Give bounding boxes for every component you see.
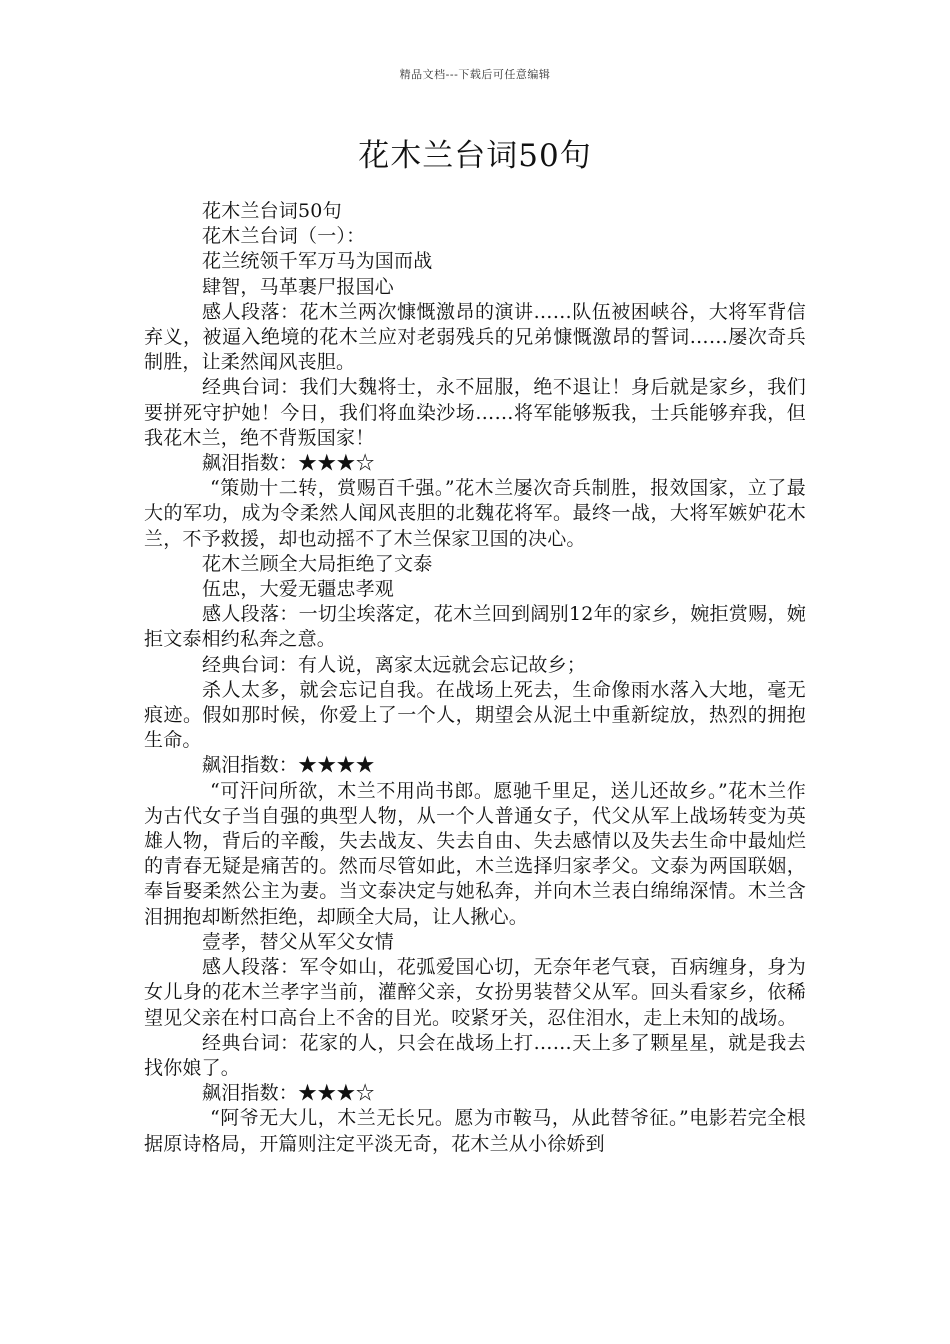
paragraph: 经典台词：有人说，离家太远就会忘记故乡； (202, 653, 587, 676)
paragraph: 肆智，马革裹尸报国心 (202, 275, 395, 298)
paragraph: 花木兰台词（一）： (202, 225, 366, 248)
rating-line: 飙泪指数：★★★☆ (202, 1082, 375, 1105)
paragraph: 花兰统领千军万马为国而战 (202, 250, 433, 273)
paragraph: 经典台词：我们大魏将士，永不屈服，绝不退让！身后就是家乡，我们要拼死守护她！今日，我们将血染沙场……将军能够叛我，士兵能够弃我，但我花木兰，绝不背叛国家！ (144, 376, 806, 449)
paragraph: 感人段落：军令如山，花弧爱国心切，无奈年老气衰，百病缠身，身为女儿身的花木兰孝字当前，灌醉父亲，女扮男装替父从军。回头看家乡，依稀望见父亲在村口高台上不舍的目光。咬紧牙关，忍住泪水，走上未知的战场。 (144, 956, 806, 1029)
paragraph: 杀人太多，就会忘记自我。在战场上死去，生命像雨水落入大地，毫无痕迹。假如那时候，你爱上了一个人，期望会从泥土中重新绽放，热烈的拥抱生命。 (144, 678, 806, 752)
document-body (144, 199, 806, 1157)
paragraph: 壹孝，替父从军父女情 (202, 930, 395, 953)
paragraph: “可汗问所欲，木兰不用尚书郎。愿驰千里足，送儿还故乡。”花木兰作为古代女子当自强的典型人物，从一个人普通女子，代父从军上战场转变为英雄人物，背后的辛酸，失去战友、失去自由、失去感情以及失去生命中最灿烂的青春无疑是痛苦的。然而尽管如此，木兰选择归家孝父。文泰为两国联姻，奉旨娶柔然公主为妻。当文泰决定与她私奔，并向木兰表白绵绵深情。木兰含泪拥抱却断然拒绝，却顾全大局，让人揪心。 (144, 779, 806, 928)
paragraph: “阿爷无大儿，木兰无长兄。愿为市鞍马，从此替爷征。”电影若完全根据原诗格局，开篇则注定平淡无奇，花木兰从小徐娇到 (144, 1107, 806, 1155)
header-note: 精品文档---下载后可任意编辑 (399, 68, 551, 81)
paragraph: 感人段落：花木兰两次慷慨激昂的演讲……队伍被困峡谷，大将军背信弃义，被逼入绝境的花木兰应对老弱残兵的兄弟慷慨激昂的誓词……屡次奇兵制胜，让柔然闻风丧胆。 (144, 300, 806, 374)
document-title: 花木兰台词50句 (358, 138, 592, 174)
paragraph: 感人段落：一切尘埃落定，花木兰回到阔别12年的家乡，婉拒赏赐，婉拒文泰相约私奔之意。 (144, 603, 806, 651)
rating-line: 飙泪指数：★★★★ (202, 754, 375, 777)
paragraph: 花木兰顾全大局拒绝了文泰 (202, 552, 433, 575)
paragraph: 花木兰台词50句 (202, 200, 342, 222)
paragraph: 经典台词：花家的人，只会在战场上打……天上多了颗星星，就是我去找你娘了。 (144, 1031, 806, 1079)
paragraph: “策勋十二转，赏赐百千强。”花木兰屡次奇兵制胜，报效国家，立了最大的军功，成为令柔然人闻风丧胆的北魏花将军。最终一战，大将军嫉妒花木兰，不予救援，却也动摇不了木兰保家卫国的决心。 (144, 477, 806, 550)
paragraph: 伍忠，大爱无疆忠孝观 (202, 578, 395, 601)
rating-line: 飙泪指数：★★★☆ (202, 452, 375, 475)
